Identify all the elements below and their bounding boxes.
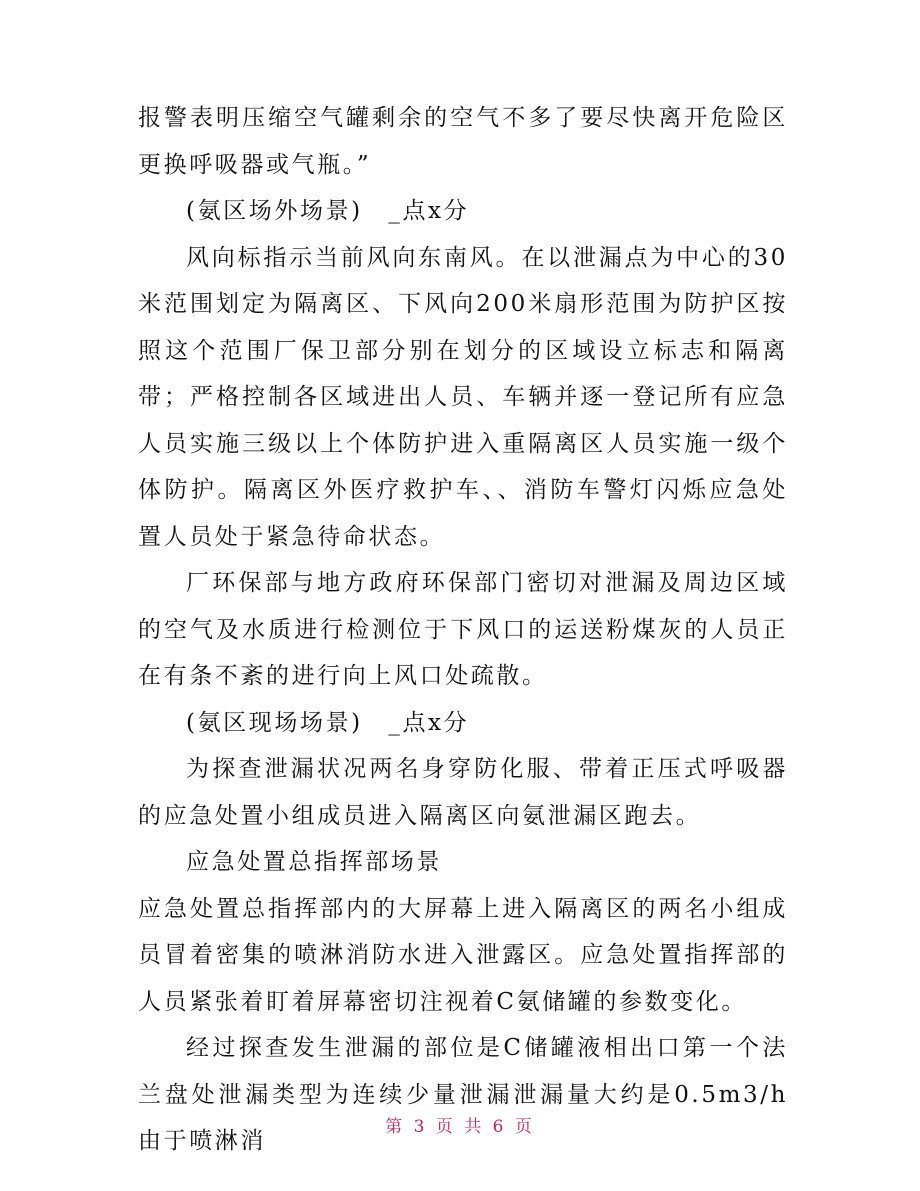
paragraph-3: 风向标指示当前风向东南风。在以泄漏点为中心的30米范围划定为隔离区、下风向200米扇形范围为防护区按照这个范围厂保卫部分别在划分的区域设立标志和隔离带；严格控制各区域进出人员、车辆并逐一登记所有应急人员实施三级以上个体防护进入重隔离区人员实施一级个体防护。隔离区外医疗救护车、、消防车警灯闪烁应急处置人员处于紧急待命状态。 [138,244,788,550]
paragraph-8: 应急处置总指挥部内的大屏幕上进入隔离区的两名小组成员冒着密集的喷淋消防水进入泄露区。应急处置指挥部的人员紧张着盯着屏幕密切注视着C氨储罐的参数变化。 [138,895,788,1015]
page-number-footer: 第 3 页 共 6 页 [385,1117,535,1137]
paragraph-6: 为探查泄漏状况两名身穿防化服、带着正压式呼吸器的应急处置小组成员进入隔离区向氨泄漏区跑去。 [138,756,788,829]
document-body [138,95,788,1165]
paragraph-4: 厂环保部与地方政府环保部门密切对泄漏及周边区域的空气及水质进行检测位于下风口的运送粉煤灰的人员正在有条不紊的进行向上风口处疏散。 [138,570,788,689]
paragraph-2: (氨区场外场景) _点x分 [186,198,470,224]
paragraph-9: 经过探查发生泄漏的部位是C储罐液相出口第一个法兰盘处泄漏类型为连续少量泄漏泄漏量大约是0.5m3/h由于喷淋消 [138,1035,788,1154]
paragraph-5: (氨区现场场景) _点x分 [186,709,470,736]
paragraph-1: 报警表明压缩空气罐剩余的空气不多了要尽快离开危险区更换呼吸器或气瓶。” [138,105,788,178]
paragraph-7: 应急处置总指挥部场景 [186,849,442,875]
